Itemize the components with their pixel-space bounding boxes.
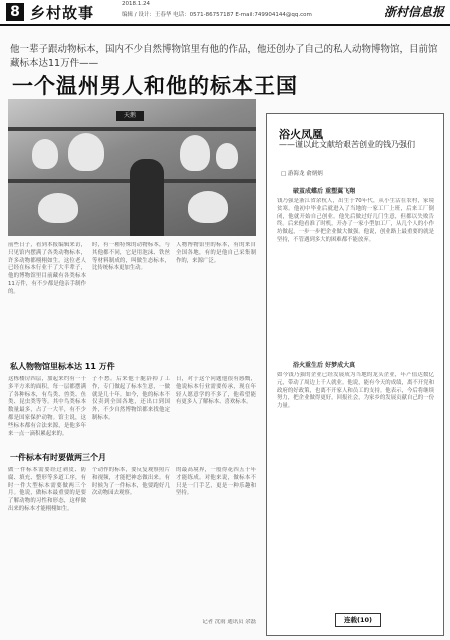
sidebar-subtitle: ——谨以此文献给艰苦创业的钱乃强们 [279,140,415,149]
article-author: 记者 沈雨 通讯员 余磊 [202,619,256,625]
sidebar-body-part2: 如今钱乃强的企业已经发展成为当地的龙头企业，年产值达数亿元，带动了周边上千人就业。他说，能有今天的成绩，离不开党和政府的好政策，也离不开家人和员工的支持。他表示，今后将继续努力，把企业做得更好，回报社会，为家乡的发展贡献自己的一份力量。 [277,372,434,410]
sidebar-serial [266,113,444,636]
intro-column-left: 前些日子，看到本报编辑来访，只见馆内摆满了各类动物标本，许多动物都栩栩如生。这位老人已经在标本行业干了大半辈子，他的博物馆里目前藏有各类标本11万件，有不少都是他亲手制作的。 [8,242,86,295]
header-rule [0,24,450,26]
curator-figure [130,159,164,236]
display-shelf [8,127,256,131]
section-title: 乡村故事 [30,4,95,22]
bird-specimen [180,135,210,171]
bird-specimen [216,143,238,169]
page-header [0,0,450,24]
sidebar-title: 浴火凤凰 [279,128,323,141]
intro-column-mid: 时，有一種特殊的动物标本，与其他都不同，它是用泡沫、铁丝等材料制成的，叫做生态标本，比传统标本更加生动。 [92,242,170,272]
page-number: 8 [6,3,24,21]
section2-column-left: 做一件标本需要经过剥皮、防腐、填充、整形等多道工序，有时一件大型标本需要做两三个月。他说，做标本最重要的是要了解动物的习性和形态，这样做出来的标本才能栩栩如生。 [8,467,86,512]
section2-column-right: 的最高境界，一般得花四五十年才能练成。对他来说，做标本不只是一门手艺，更是一种乐趣和坚持。 [176,467,256,497]
section1-column-left: 这栋楼房四层，加起来约有一千多平方米的面积，每一层都摆满了各种标本，有鸟类、兽类、鱼类、昆虫类等等。其中鸟类标本数量最多，占了一大半，有不少都是国家保护动物。馆主说，这些标本都有合法来源，是他多年来一点一滴积累起来的。 [8,376,86,437]
intro-column-right: 人物博物馆里的标本，有的来自全国各地，有的是他自己采集制作的，来源广泛。 [176,242,256,264]
section2-title: 一件标本有时要做两三个月 [10,453,106,462]
serial-continued-box: 连载(10) [335,613,381,627]
sidebar-section-label: 破茧成蝶后 重塑翼飞翔 [293,188,356,195]
bird-specimen [38,193,78,223]
article-headline: 一个温州男人和他的标本王国 [12,74,298,98]
bird-specimen [32,139,58,169]
sidebar-section-label: 浴火重生后 好梦成大真 [293,362,356,369]
newspaper-brand: 浙村信息报 [383,5,444,19]
section2-column-mid: 个动作的标本，要反复观察照片和视频，才能把神态做出来。有时候为了一件标本，他要跑好几次动物园去观察。 [92,467,170,497]
sidebar-body-part1: 钱乃强是浙江省余杭人，出生于70年代，从小生活在农村，家境贫寒。他初中毕业后就进入了当地的一家工厂上班，后来工厂倒闭，他就开始自己创业。他先后做过好几门生意，但都以失败告终。后来他看准了时机，开办了一家小型加工厂，从几个人的小作坊做起，一步一步把企业做大做强。他说，创业路上最重要的就是坚持，不管遇到多大的困难都不能放弃。 [277,198,434,243]
section1-title: 私人物物馆里标本达 11 万件 [10,362,115,371]
exhibit-sign: 天鹅 [116,111,144,121]
bird-specimen [188,191,228,223]
article-subhead: 他一辈子跟动物标本，国内不少自然博物馆里有他的作品，他还创办了自己的私人动物博物馆，目前馆藏标本达11万件—— [10,44,438,69]
museum-photo [8,99,256,236]
section1-column-mid: 子不愁。后来他干脆辞掉了工作，专门做起了标本生意，一做就是几十年。如今，他的标本不仅卖到全国各地，还出口到国外，不少自然博物馆都来找他定制标本。 [92,376,170,421]
issue-date: 2018.1.24 [122,1,150,7]
editor-info: 编辑 / 设计：王春华 电话：0571-86757187 E-mail:749904144@qq.com [122,12,312,18]
bird-specimen [68,133,104,171]
sidebar-byline: □ 游海龙 俞炳炳 [281,171,323,177]
section1-column-right: 日，对于这个问题他很有感慨，他说标本行业需要传承，现在年轻人愿意学的不多了，他希望能有更多人了解标本、喜欢标本。 [176,376,256,406]
